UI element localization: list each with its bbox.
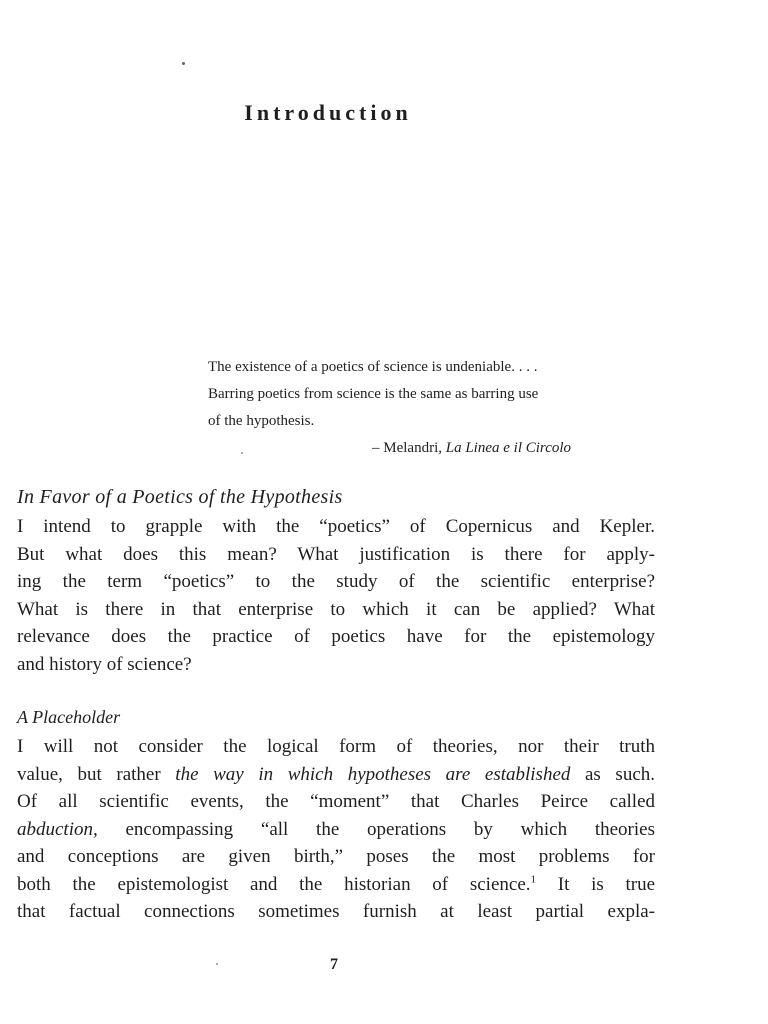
scan-speck <box>241 452 243 454</box>
section-heading-poetics: In Favor of a Poetics of the Hypothesis <box>17 486 343 508</box>
epigraph-line: Barring poetics from science is the same as barring use <box>208 386 539 402</box>
text-line: and history of science? <box>17 653 192 675</box>
text-run: It is true <box>536 873 656 895</box>
text-line <box>17 761 655 789</box>
paragraph-poetics <box>17 513 655 678</box>
epigraph <box>208 354 660 462</box>
text-run: value, but rather <box>17 763 176 785</box>
text-run: encompassing “all the operations by which theories <box>97 818 655 840</box>
attribution-author: – Melandri, <box>372 440 446 456</box>
paragraph-placeholder <box>17 733 655 926</box>
text-line: What is there in that enterprise to which it can be applied? What <box>17 598 655 620</box>
emphasis: abduction, <box>17 818 98 840</box>
attribution-work-title: La Linea e il Circolo <box>445 440 572 456</box>
text-run: both the epistemologist and the historian of science. <box>17 873 531 895</box>
text-line: Of all scientific events, the “moment” that Charles Peirce called <box>17 791 655 812</box>
footnote-marker[interactable]: 1 <box>530 873 537 886</box>
text-line: I intend to grapple with the “poetics” of Copernicus and Kepler. <box>17 516 655 537</box>
text-line: ing the term “poetics” to the study of the scientific enterprise? <box>17 571 655 592</box>
epigraph-attribution <box>208 435 660 462</box>
epigraph-line: of the hypothesis. <box>208 413 315 429</box>
scan-speck <box>182 62 185 65</box>
scan-speck <box>216 963 218 965</box>
text-run: as such. <box>570 763 656 785</box>
chapter-title: Introduction <box>244 100 412 125</box>
text-line <box>17 816 655 844</box>
page-number: 7 <box>330 956 338 973</box>
text-line: I will not consider the logical form of theories, nor their truth <box>17 736 655 757</box>
text-line: and conceptions are given birth,” poses the most problems for <box>17 846 655 867</box>
epigraph-line: The existence of a poetics of science is undeniable. . . . <box>208 359 538 375</box>
text-line <box>17 871 655 899</box>
text-line: But what does this mean? What justification is there for apply- <box>17 543 655 565</box>
text-line: that factual connections sometimes furnish at least partial expla- <box>17 901 655 922</box>
emphasis: the way in which hypotheses are established <box>175 763 571 785</box>
section-heading-placeholder: A Placeholder <box>17 707 121 727</box>
text-line: relevance does the practice of poetics have for the epistemology <box>17 626 655 647</box>
